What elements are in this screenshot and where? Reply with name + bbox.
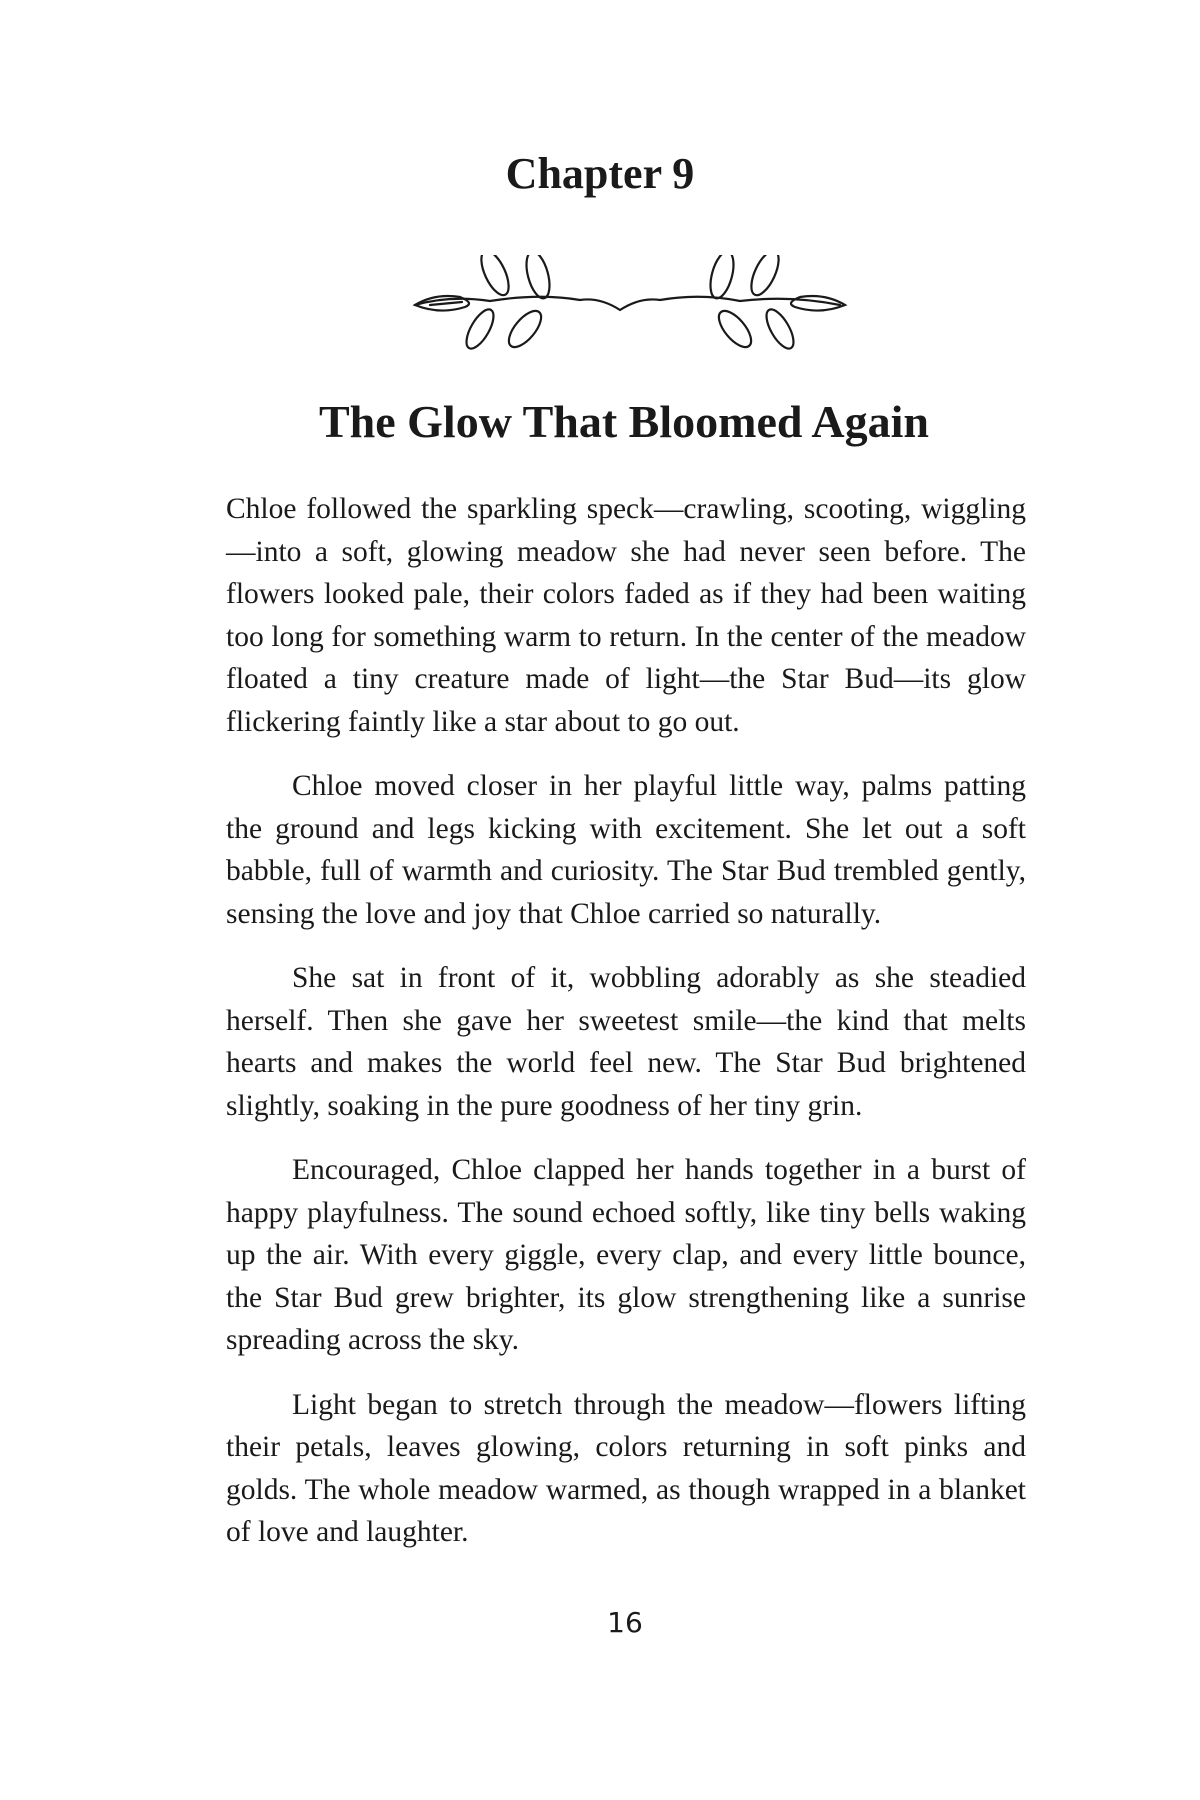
paragraph: Chloe followed the sparkling speck—crawling, scooting, wiggling—into a soft, glowing meadow she had never seen before. The flowers looked pale, their colors faded as if they had been waiting too long for something warm to return. In the center of the meadow floated a tiny creature made of light—the Star Bud—its glow flickering faintly like a star about to go out. xyxy=(226,493,1026,738)
paragraph: Encouraged, Chloe clapped her hands together in a burst of happy playfulness. The sound echoed softly, like tiny bells waking up the air. With every giggle, every clap, and every little bounce, the Star Bud grew brighter, its glow strengthening like a sunrise spreading across the sky. xyxy=(226,1154,1026,1356)
section-title: The Glow That Bloomed Again xyxy=(318,396,930,447)
page-number: 16 xyxy=(607,1606,643,1639)
paragraph: She sat in front of it, wobbling adorably as she steadied herself. Then she gave her sweetest smile—the kind that melts hearts and makes the world feel new. The Star Bud brightened slightly, soaking in the pure goodness of her tiny grin. xyxy=(226,962,1026,1122)
paragraph: Chloe moved closer in her playful little way, palms patting the ground and legs kicking with excitement. She let out a soft babble, full of warmth and curiosity. The Star Bud trembled gently, sensing the love and joy that Chloe carried so naturally. xyxy=(226,770,1026,930)
body-text xyxy=(226,488,1026,1576)
leaf-vine-divider-icon xyxy=(410,255,850,355)
chapter-heading: Chapter 9 xyxy=(505,149,695,198)
paragraph: Light began to stretch through the meadow—flowers lifting their petals, leaves glowing, colors returning in soft pinks and golds. The whole meadow warmed, as though wrapped in a blanket of love and laughter. xyxy=(226,1388,1026,1548)
